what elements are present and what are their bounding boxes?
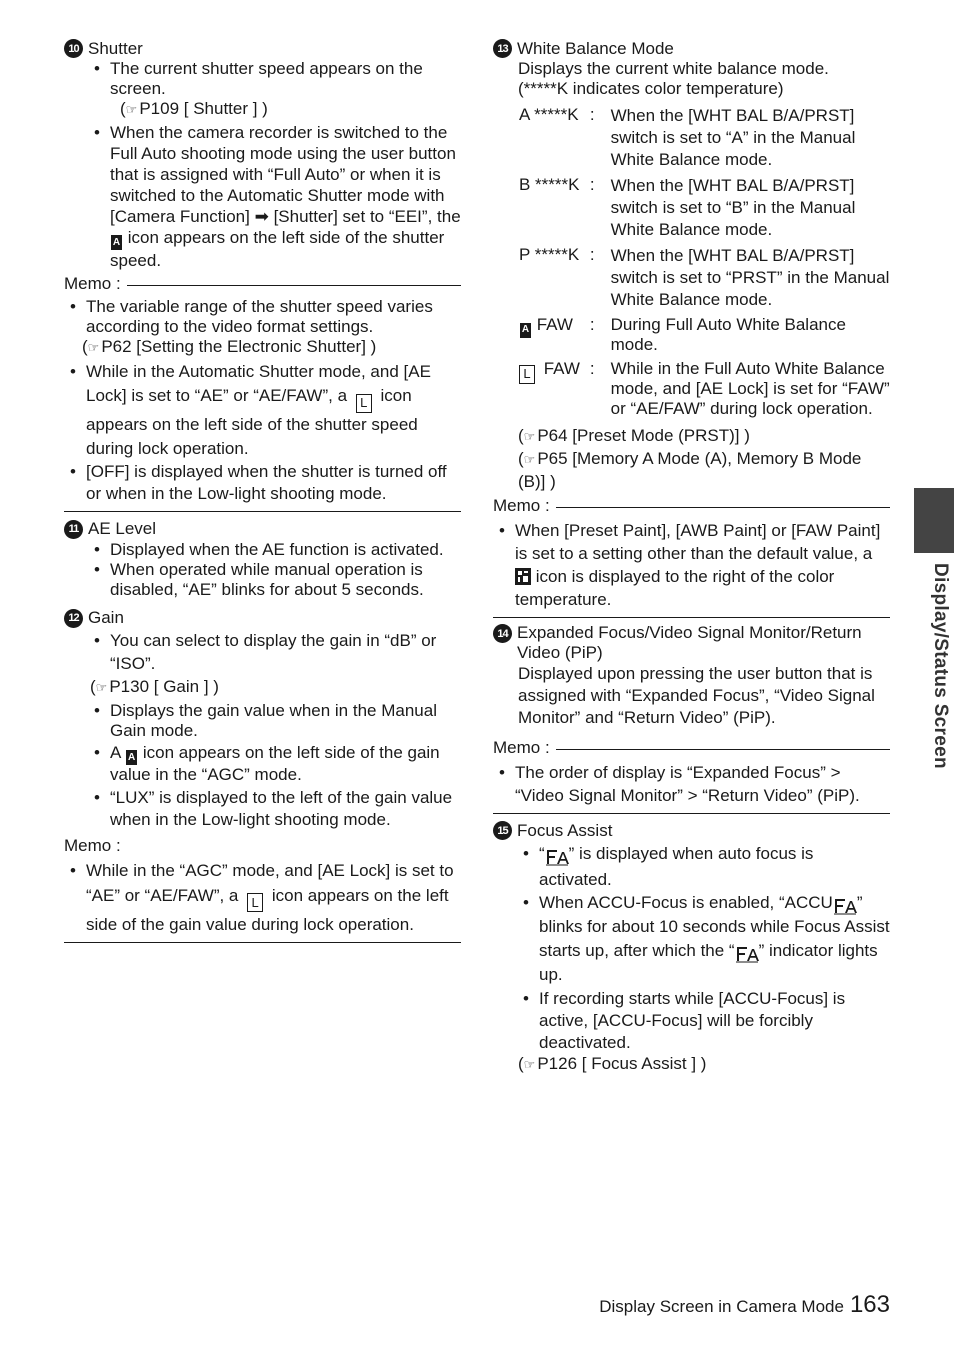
chapter-label: Display/Status Screen — [930, 563, 951, 769]
section-focus-assist — [493, 820, 890, 1075]
focus-assist-icon — [833, 897, 857, 915]
arrow-right-icon: ➡ — [254, 207, 269, 226]
page-reference: (☞ P126 [ Focus Assist ] ) — [518, 1054, 707, 1073]
lock-l-icon: L — [356, 394, 372, 413]
footer-text: Display Screen in Camera Mode — [599, 1297, 844, 1316]
auto-a-icon: A — [112, 237, 121, 248]
table-row: B *****K : When the [WHT BAL B/A/PRST] switch is set to “B” in the Manual White Balance mode. — [519, 175, 856, 239]
section-title: 13 White Balance Mode — [493, 38, 890, 59]
focus-assist-bullets — [493, 841, 890, 1054]
memo-header: Memo : — [493, 737, 890, 759]
ref-hand-icon: ☞ — [523, 1057, 536, 1072]
memo-header: Memo : — [493, 495, 890, 517]
section-divider — [493, 813, 890, 814]
ae-level-bullets — [64, 540, 461, 600]
ref-hand-icon: ☞ — [523, 429, 536, 444]
right-column — [493, 38, 890, 1075]
list-item: • A A icon appears on the left side of the gain value in the “AGC” mode. — [88, 743, 461, 786]
list-item: • Displays the gain value when in the Manual Gain mode. — [88, 701, 461, 741]
page-reference: (☞ P64 [Preset Mode (PRST)] ) — [518, 426, 750, 445]
list-item: • If recording starts while [ACCU-Focus] is active, [ACCU-Focus] will be forcibly deactivated. — [517, 988, 890, 1054]
section-title: 11 AE Level — [64, 519, 461, 540]
section-expanded-focus — [493, 623, 890, 814]
list-item: • When [Preset Paint], [AWB Paint] or [FAW Paint] is set to a setting other than the default value, a icon is displayed to the right of the color temperature. — [493, 519, 890, 611]
memo-list — [493, 761, 890, 807]
list-item: • When operated while manual operation is disabled, “AE” blinks for about 5 seconds. — [88, 560, 461, 600]
list-item — [88, 59, 461, 120]
list-item: • When the camera recorder is switched to the Full Auto shooting mode using the user button that is assigned with “Full Auto” or when it is switched to the Automatic Shutter mode with [Camera Function] ➡ [Shutter] set to “EEI”, the A icon appears on the left side of the shutter speed. — [88, 122, 461, 271]
page-footer — [599, 1291, 890, 1318]
list-item: • [OFF] is displayed when the shutter is turned off or when in the Low-light shooting mode. — [64, 461, 461, 505]
wb-description: Displays the current white balance mode. (*****K indicates color temperature) — [518, 59, 829, 98]
list-item: • The order of display is “Expanded Focus” > “Video Signal Monitor” > “Return Video” (PiP). — [493, 761, 890, 807]
section-white-balance — [493, 38, 890, 618]
section-title — [64, 38, 461, 59]
table-row: L FAW : While in the Full Auto White Balance mode, and [AE Lock] is set for “FAW” or “AE/FAW” during lock operation. — [519, 359, 890, 419]
page-number: 163 — [849, 1291, 890, 1318]
section-divider — [493, 617, 890, 618]
page-reference: (☞ P62 [Setting the Electronic Shutter] ) — [82, 337, 377, 356]
lock-l-icon: L — [247, 893, 263, 912]
number-badge-10: 10 — [64, 39, 83, 58]
memo-header: Memo : — [64, 836, 121, 855]
number-badge-15: 15 — [493, 821, 512, 840]
wb-references — [493, 425, 890, 493]
memo-rule — [556, 749, 890, 750]
list-item: • Displayed when the AE function is activated. — [88, 540, 461, 560]
list-item: • “LUX” is displayed to the left of the gain value when in the Low-light shooting mode. — [88, 787, 461, 831]
white-balance-table — [519, 105, 890, 419]
bullet-text: The current shutter speed appears on the screen. — [110, 59, 423, 98]
memo-list — [64, 858, 461, 937]
paint-icon — [515, 568, 531, 585]
memo-header: Memo : — [64, 273, 461, 295]
focus-assist-icon — [545, 848, 569, 866]
ref-hand-icon: ☞ — [95, 679, 108, 695]
list-item: • When ACCU-Focus is enabled, “ACCU ” blinks for about 10 seconds while Focus Assist starts up, after which the “ ” indicator lights up. — [517, 891, 890, 987]
section-title: 12 Gain — [64, 608, 461, 629]
gain-bullets — [64, 629, 461, 832]
number-badge-14: 14 — [493, 624, 512, 643]
number-badge-13: 13 — [493, 39, 512, 58]
ref-hand-icon: ☞ — [523, 452, 536, 467]
ref-hand-icon: ☞ — [125, 102, 138, 117]
memo-rule — [556, 507, 890, 508]
expanded-focus-description: Displayed upon pressing the user button that is assigned with “Expanded Focus”, “Video Signal Monitor” and “Return Video” (PiP). — [518, 664, 875, 727]
section-gain — [64, 608, 461, 944]
section-title: 14 Expanded Focus/Video Signal Monitor/Return Video (PiP) — [493, 623, 890, 663]
memo-list — [493, 519, 890, 611]
number-badge-11: 11 — [64, 520, 83, 539]
table-row: P *****K : When the [WHT BAL B/A/PRST] switch is set to “PRST” in the Manual White Balance mode. — [519, 245, 890, 309]
section-ae-level — [64, 519, 461, 600]
left-column — [64, 38, 461, 943]
table-row: A FAW : During Full Auto White Balance mode. — [521, 315, 846, 354]
page-reference: (☞ P65 [Memory A Mode (A), Memory B Mode (B)] ) — [518, 449, 862, 491]
page-reference: (☞ P130 [ Gain ] ) — [90, 676, 219, 696]
page-reference: (☞ P109 [ Shutter ] ) — [120, 99, 268, 118]
section-divider — [64, 511, 461, 512]
auto-a-icon: A — [520, 323, 531, 338]
list-item: • While in the Automatic Shutter mode, and [AE Lock] is set to “AE” or “AE/FAW”, a L icon appears on the left side of the shutter speed during lock operation. — [64, 360, 461, 461]
table-row: A *****K : When the [WHT BAL B/A/PRST] switch is set to “A” in the Manual White Balance mode. — [519, 105, 856, 169]
focus-assist-icon — [735, 945, 759, 963]
memo-list — [64, 297, 461, 505]
chapter-tab — [914, 488, 954, 553]
list-item: • “ ” is displayed when auto focus is activated. — [517, 841, 890, 893]
ref-hand-icon: ☞ — [87, 340, 100, 355]
list-item: • You can select to display the gain in “dB” or “ISO”. (☞ P130 [ Gain ] ) — [88, 629, 461, 699]
section-shutter — [64, 38, 461, 512]
lock-l-icon: L — [519, 365, 535, 384]
auto-a-icon: A — [126, 750, 137, 765]
section-title: 15 Focus Assist — [493, 820, 890, 841]
shutter-bullets — [64, 59, 461, 271]
list-item: • The variable range of the shutter speed varies according to the video format settings. (☞ P62 [Setting the Electronic Shutter] ) — [64, 297, 461, 358]
number-badge-12: 12 — [64, 609, 83, 628]
title-shutter: Shutter — [88, 38, 143, 58]
list-item: • While in the “AGC” mode, and [AE Lock] is set to “AE” or “AE/FAW”, a L icon appears on the left side of the gain value during lock operation. — [64, 858, 461, 937]
memo-rule — [127, 285, 461, 286]
section-divider — [64, 942, 461, 943]
